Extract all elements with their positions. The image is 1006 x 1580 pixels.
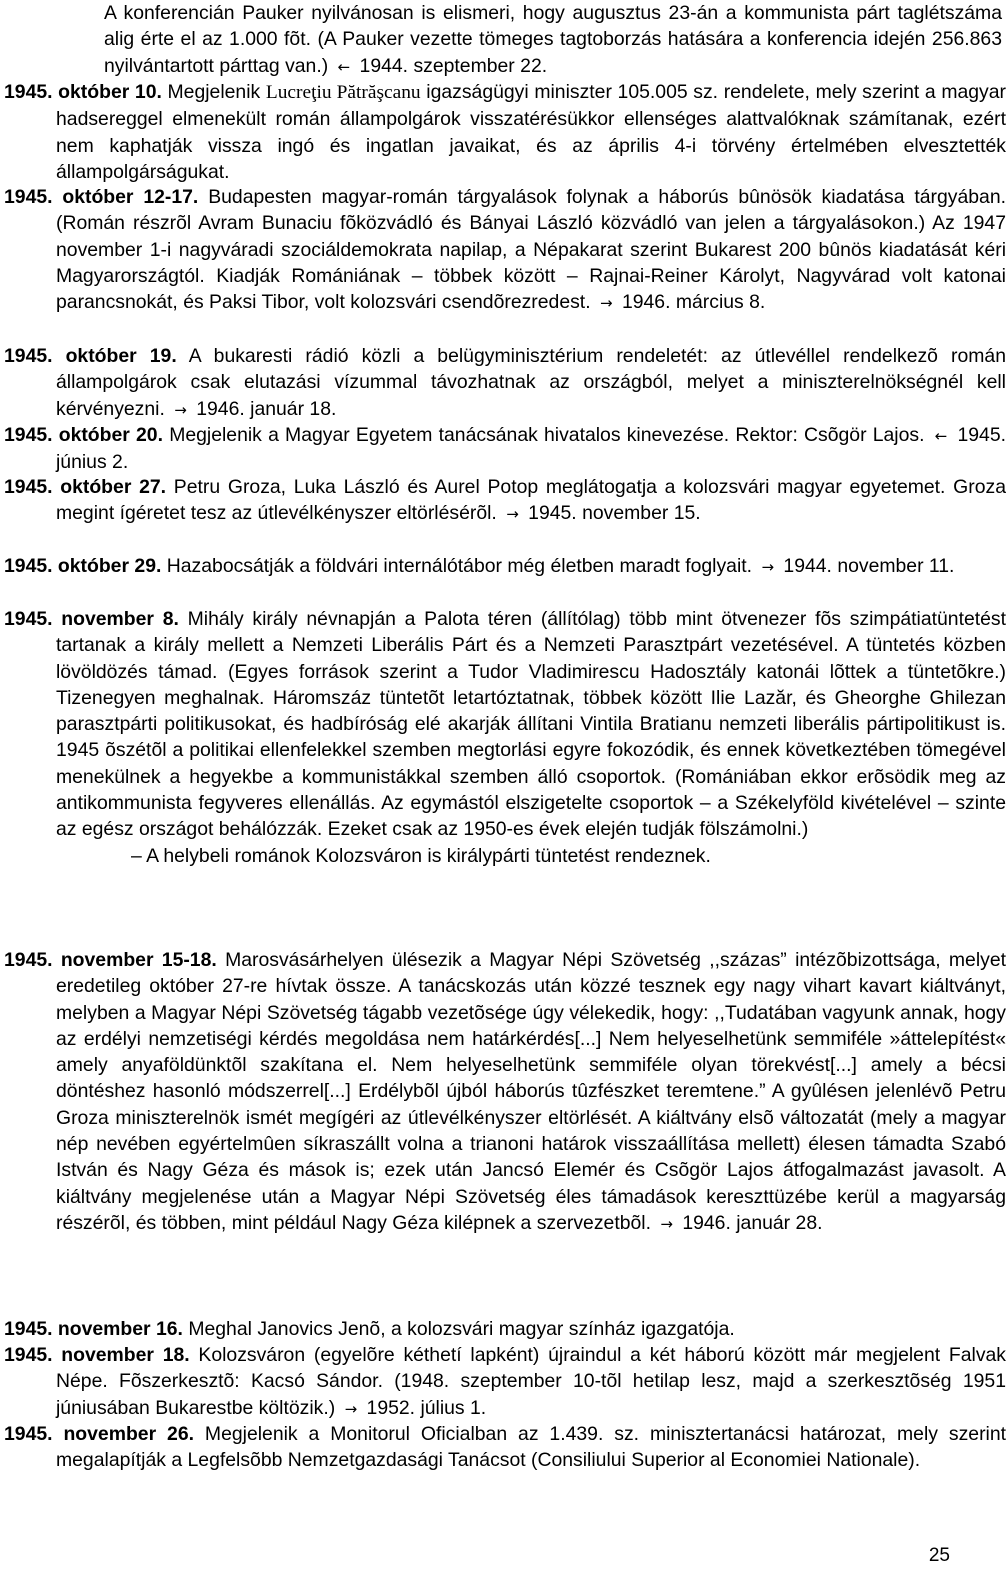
entry-date: 1945. október 10. — [4, 81, 162, 103]
entry-date: 1945. október 19. — [4, 345, 177, 367]
entry-text: Hazabocsátják a földvári internálótábor még életben maradt foglyait. — [166, 555, 753, 577]
chronology-entry — [4, 184, 1006, 316]
entry-date: 1945. október 12-17. — [4, 186, 199, 208]
left-arrow-icon: ← — [337, 57, 351, 76]
entry-text: Petru Groza, Luka László és Aurel Potop meglátogatja a kolozsvári magyar egyetemet. Groza megint ígéretet tesz az útlevélkényszer eltörlésérõl. — [56, 476, 1006, 525]
chronology-entry — [4, 1342, 1006, 1422]
left-arrow-icon: ← — [934, 427, 948, 445]
chronology-entry — [4, 947, 1006, 1237]
chronology-entry — [4, 79, 1006, 185]
entry-text: Mihály király névnapján a Palota téren (állítólag) több mint ötvenezer fõs szimpátiatüntetést tartanak a király mellett a Nemzeti Liberális Párt és a Nemzeti Parasztpárt vezetésével. A tüntetés közben lövöldözés támad. (Egyes források szerint a Tudor Vladimirescu Hadosztály katonái lõttek a tüntetõkre.) Tizenegyen meghalnak. Háromszáz tüntetõt letartóztatnak, többek között Ilie Lazăr, és Gheorghe Ghilezan parasztpárti politikusokat, és hadbíróság elé akarják állítani Vintila Bratianu nemzeti liberális pártipolitikust is. 1945 õszétõl a politikai ellenfelekkel szemben megtorlási egyre fokozódik, és ennek következtében tömegével menekülnek a hegyekbe a kommunistákkal szemben álló csoportok. (Romániában ekkor erõsödik meg az antikommunista fegyveres ellenállás. Az egymástól elszigetelte csoportok – a Székelyföld kivételével – szinte az egész országot behálózzák. Ezeket csak az 1950-es évek elején tudják fölszámolni.) — [56, 608, 1006, 841]
entry-text: Meghal Janovics Jenõ, a kolozsvári magyar színház igazgatója. — [188, 1318, 735, 1340]
entry-date: 1945. november 8. — [4, 608, 179, 630]
entry-text: A bukaresti rádió közli a belügyminisztérium rendeletét: az útlevéllel rendelkezõ román állampolgárok csak elutazási vízummal távozhatnak az országból, melyet a miniszterelnökségnél kell kérvényezni. — [56, 345, 1006, 420]
cross-reference: 1946. január 28. — [682, 1211, 823, 1234]
chronology-entry — [4, 422, 1006, 476]
cross-reference: 1946. március 8. — [621, 291, 766, 314]
right-arrow-icon: → — [506, 505, 519, 524]
chronology-entry — [4, 606, 1006, 869]
chronology-entry — [4, 1421, 1006, 1474]
page-number: 25 — [928, 1545, 950, 1566]
cross-reference: 1946. január 18. — [196, 397, 337, 420]
cross-reference: 1945. november 15. — [528, 502, 701, 525]
entry-text: Kolozsváron (egyelõre kéthetí lapként) újraindul a két háború között már megjelent Falvak Népe. Fõszerkesztõ: Kacsó Sándor. (1948. szeptember 10-tõl hetilap lesz, majd a szerkesztõség 1951 júniusában Bukarestbe költözik.) — [56, 1344, 1006, 1419]
intro-paragraph — [0, 0, 1002, 80]
entry-subparagraph: – A helybeli románok Kolozsváron is királypárti tüntetést rendeznek. — [131, 844, 711, 867]
entry-text: Megjelenik — [167, 81, 261, 103]
entry-text: Budapesten magyar-román tárgyalások folynak a háborús bûnösök kiadatása tárgyában. (Román részrõl Avram Bunaciu fõközvádló és Bányai László közvádló van jelen a tárgyalásokon.) Az 1947 november 1-i nagyváradi szociáldemokrata napilap, a Népakarat szerint Bukarest 200 bûnös kiadatását kéri Magyarországtól. Kiadják Romániának – többek között – Rajnai-Reiner Károlyt, Nagyvárad volt katonai parancsnokát, és Paksi Tibor, volt kolozsvári csendõrezredest. — [56, 186, 1006, 314]
chronology-entry — [4, 343, 1006, 423]
entry-date: 1945. október 20. — [4, 424, 163, 446]
right-arrow-icon: → — [599, 294, 613, 313]
entry-text: igazságügyi miniszter 105.005 sz. rendelete, mely szerint a magyar hadsereggel elmenekült román állampolgárok visszatérésükkor ellenséges alattvalóknak számítanak, ezért nem kaphatják vissza ingó és ingatlan javaikat, és az április 4-i törvény értelmében elvesztették állampolgárságukat. — [56, 81, 1006, 183]
person-name: Lucreţiu Pătrăşcanu — [265, 82, 421, 103]
cross-reference: 1952. július 1. — [366, 1396, 487, 1419]
chronology-entry — [4, 474, 1006, 528]
entry-date: 1945. október 29. — [4, 555, 162, 577]
entry-text: Megjelenik a Monitorul Oficialban az 1.439. sz. minisztertanácsi határozat, mely szerint megalapítják a Legfelsõbb Nemzetgazdasági Tanácsot (Consiliului Superior al Economiei Nationale). — [56, 1423, 1006, 1472]
entry-date: 1945. november 15-18. — [4, 949, 217, 971]
intro-text: A konferencián Pauker nyilvánosan is elismeri, hogy augusztus 23-án a kommunista párt taglétszáma alig érte el az 1.000 fõt. (A Pauker vezette tömeges tagtoborzás hatására a konferencia idején 256.863 nyilvántartott párttag van.) — [104, 2, 1002, 77]
right-arrow-icon: → — [174, 400, 187, 419]
cross-reference: 1944. szeptember 22. — [359, 54, 548, 77]
right-arrow-icon: → — [761, 558, 775, 576]
entry-text: Megjelenik a Magyar Egyetem tanácsának hivatalos kinevezése. Rektor: Csõgör Lajos. — [169, 424, 925, 446]
entry-date: 1945. október 27. — [4, 476, 167, 498]
cross-reference: 1944. november 11. — [783, 555, 955, 577]
chronology-entry — [4, 553, 1006, 580]
entry-text: Marosvásárhelyen ülésezik a Magyar Népi Szövetség ,,százas” intézõbizottsága, melyet eredetileg október 27-re hívtak össze. A tanácskozás után közzé tesznek egy nagy vihart kavart kiáltványt, melyben a Magyar Népi Szövetség tágabb vezetõsége úgy vélekedik, hogy: ,,Tudatában vagyunk annak, hogy az erdélyi nemzetiségi kérdés megoldása nem határkérdés[...] Nem helyeselhetünk semmiféle »áttelepítést« amely anyaföldünktõl szakítana el. Nem helyeselhetünk semmiféle olyan törekvést[...] amely a bécsi döntéshez hasonló módszerrel[...] Erdélybõl újból háborús tûzfészket teremtene.” A gyûlésen jelenlévõ Petru Groza miniszterelnök ismét megígéri az útlevélkényszer eltörlését. A kiáltvány elsõ változatát (mely a magyar nép nevében egyértelmûen síkraszállt volna a trianoni határok visszaállítása mellett) élesen támadta Szabó István és Nagy Géza és mások is; ezek után Jancsó Elemér és Csõgör Lajos átfogalmazást javasolt. A kiáltvány megjelenése után a Magyar Népi Szövetség éles támadások kereszttüzébe kerül a magyarság részérõl, és többen, mint például Nagy Géza kilépnek a szervezetbõl. — [56, 949, 1006, 1234]
entry-date: 1945. november 18. — [4, 1344, 190, 1366]
entry-date: 1945. november 26. — [4, 1423, 194, 1445]
right-arrow-icon: → — [660, 1214, 673, 1233]
right-arrow-icon: → — [344, 1399, 358, 1418]
cross-reference: 1945. június 2. — [56, 424, 1006, 474]
entry-date: 1945. november 16. — [4, 1318, 183, 1340]
chronology-entry — [4, 1316, 1006, 1342]
